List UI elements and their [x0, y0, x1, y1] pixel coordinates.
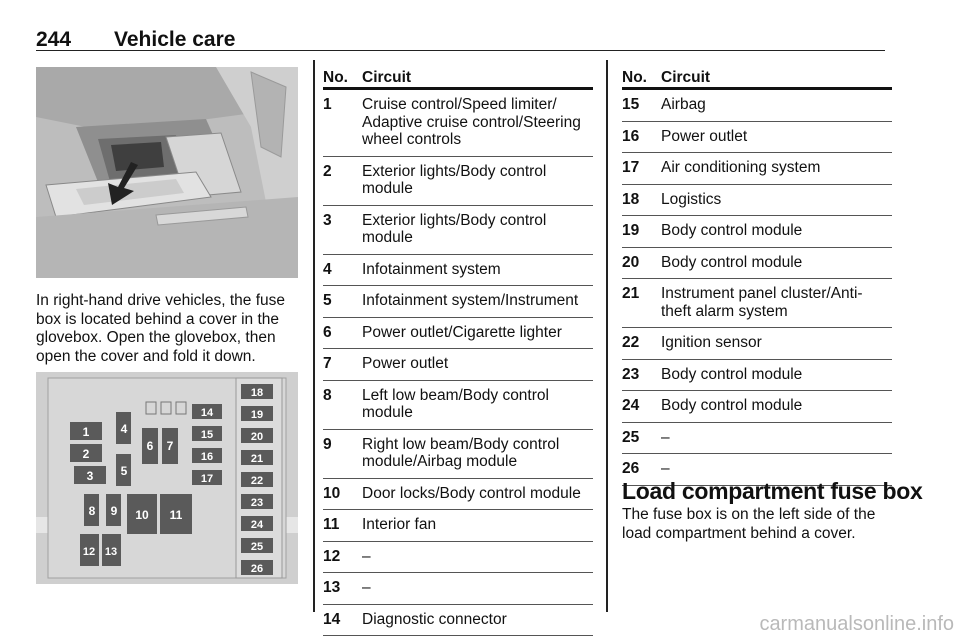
svg-text:3: 3 [86, 469, 94, 483]
svg-text:15: 15 [200, 429, 214, 441]
fuse-number: 16 [622, 127, 640, 145]
fuse-26 [241, 560, 273, 575]
table-row [323, 573, 593, 605]
fuse-1 [70, 422, 102, 440]
fuse-20 [241, 428, 273, 443]
fuse-15 [192, 426, 222, 441]
table-row [323, 349, 593, 381]
circuit-description: Diagnostic connector [362, 610, 507, 628]
fuse-number: 6 [323, 323, 332, 341]
fuse-number: 26 [622, 460, 640, 477]
svg-text:14: 14 [200, 407, 214, 419]
circuit-description: Power outlet/Cigarette lighter [362, 323, 562, 341]
svg-text:5: 5 [120, 464, 128, 478]
fuse-12 [80, 534, 99, 566]
circuit-description: Cruise control/Speed limiter/ Adaptive cruise control/Steering wheel controls [362, 96, 581, 148]
fuse-number: 5 [323, 292, 332, 309]
svg-text:23: 23 [250, 497, 264, 509]
fuse-number: 21 [622, 285, 640, 302]
svg-text:9: 9 [110, 504, 118, 518]
table-row [622, 248, 892, 280]
circuit-description: Left low beam/Body control module [362, 386, 549, 421]
svg-text:8: 8 [88, 504, 96, 518]
circuit-description: Exterior lights/Body control module [362, 211, 547, 246]
table-row [323, 255, 593, 287]
table-rows [323, 90, 593, 636]
svg-text:11: 11 [169, 508, 183, 522]
fuse-number: 10 [323, 484, 341, 502]
svg-text:4: 4 [120, 422, 128, 436]
glovebox-illustration [36, 67, 298, 278]
fuse-number: 9 [323, 435, 332, 453]
table-row [622, 328, 892, 360]
svg-text:22: 22 [250, 475, 264, 487]
page-number: 244 [36, 28, 72, 51]
fuse-24 [241, 516, 273, 531]
fuse-9 [106, 494, 121, 526]
table-row [622, 90, 892, 122]
circuit-description: Power outlet [362, 355, 449, 372]
no-header: No. [323, 69, 348, 86]
svg-text:19: 19 [250, 409, 264, 421]
fuse-number: 2 [323, 162, 332, 180]
circuit-description: Body control module [661, 253, 803, 271]
table-row [323, 381, 593, 430]
table-rows [622, 90, 892, 486]
circuit-description: Power outlet [661, 127, 748, 145]
table-row [323, 206, 593, 255]
table-row [323, 286, 593, 318]
fuse-18 [241, 384, 273, 399]
table-row [622, 279, 892, 328]
svg-text:7: 7 [166, 439, 174, 453]
fuse-17 [192, 470, 222, 485]
load-compartment-text: The fuse box is on the left side of the load compartment behind a cover. [622, 506, 876, 542]
fuse-number: 20 [622, 253, 640, 271]
circuit-description: – [362, 547, 371, 565]
svg-text:1: 1 [82, 425, 90, 439]
circuit-description: Ignition sensor [661, 334, 762, 351]
circuit-description: Logistics [661, 190, 722, 208]
table-row [622, 185, 892, 217]
svg-text:16: 16 [200, 451, 214, 463]
table-row [323, 479, 593, 511]
fuse-number: 12 [323, 547, 341, 565]
circuit-description: Infotainment system [362, 260, 501, 278]
fuse-22 [241, 472, 273, 487]
circuit-description: – [661, 428, 670, 446]
circuit-description: Body control module [661, 397, 803, 414]
svg-text:25: 25 [250, 541, 264, 553]
circuit-header: Circuit [362, 69, 412, 86]
fuse-4 [116, 412, 131, 444]
table-row [622, 216, 892, 248]
fuse-2 [70, 444, 102, 462]
fuse-16 [192, 448, 222, 463]
circuit-description: Interior fan [362, 516, 437, 533]
fuse-19 [241, 406, 273, 421]
load-compartment-heading: Load compartment fuse box [622, 478, 923, 504]
table-row [323, 90, 593, 157]
fuse-number: 8 [323, 386, 332, 404]
fuse-10 [127, 494, 157, 534]
watermark: carmanualsonline.info [759, 613, 954, 635]
table-header [323, 66, 593, 90]
fuse-number: 22 [622, 334, 640, 351]
fuse-table-2 [622, 66, 892, 486]
circuit-description: Airbag [661, 96, 706, 113]
circuit-description: Body control module [661, 222, 803, 239]
svg-text:26: 26 [250, 563, 264, 575]
table-row [323, 605, 593, 637]
circuit-description: Exterior lights/Body control module [362, 162, 547, 197]
circuit-header: Circuit [661, 69, 711, 86]
table-row [622, 360, 892, 392]
table-row [323, 430, 593, 479]
fuse-8 [84, 494, 99, 526]
table-row [323, 318, 593, 350]
column-divider-1 [313, 60, 315, 612]
svg-text:6: 6 [146, 439, 154, 453]
fuse-number: 25 [622, 428, 640, 446]
no-header: No. [622, 69, 647, 86]
section-title: Vehicle care [114, 28, 236, 51]
svg-text:18: 18 [250, 387, 264, 399]
svg-text:12: 12 [82, 546, 96, 558]
table-row [622, 153, 892, 185]
fuse-number: 3 [323, 211, 332, 229]
table-row [323, 542, 593, 574]
circuit-description: Instrument panel cluster/Anti- theft alarm system [661, 285, 863, 320]
table-row [622, 423, 892, 455]
svg-text:13: 13 [104, 546, 118, 558]
circuit-description: Right low beam/Body control module/Airbag module [362, 435, 560, 470]
page-header [36, 26, 885, 51]
fuse-number: 1 [323, 96, 332, 113]
intro-paragraph: In right-hand drive vehicles, the fuse box is located behind a cover in the glovebox. Open the glovebox, then open the cover and fold it down. [36, 292, 285, 365]
fuse-number: 13 [323, 579, 341, 596]
table-row [323, 510, 593, 542]
fuse-6 [142, 428, 158, 464]
fuse-number: 19 [622, 222, 640, 239]
circuit-description: Body control module [661, 365, 803, 383]
table-row [622, 391, 892, 423]
fuse-number: 14 [323, 610, 341, 628]
fuse-number: 17 [622, 159, 640, 176]
circuit-description: Infotainment system/Instrument [362, 292, 579, 309]
fuse-25 [241, 538, 273, 553]
svg-text:17: 17 [200, 473, 214, 485]
fuse-3 [74, 466, 106, 484]
fuse-21 [241, 450, 273, 465]
column-divider-2 [606, 60, 608, 612]
fuse-5 [116, 454, 131, 486]
svg-text:20: 20 [250, 431, 264, 443]
fuse-11 [160, 494, 192, 534]
fuse-7 [162, 428, 178, 464]
svg-text:10: 10 [135, 508, 149, 522]
circuit-description: – [661, 460, 670, 477]
svg-text:24: 24 [250, 519, 264, 531]
fuse-number: 15 [622, 96, 640, 113]
circuit-description: Door locks/Body control module [362, 484, 581, 502]
circuit-description: Air conditioning system [661, 159, 821, 176]
fuse-number: 24 [622, 397, 640, 414]
fuse-number: 23 [622, 365, 640, 383]
table-header [622, 66, 892, 90]
fuse-table-1 [323, 66, 593, 636]
fuse-number: 18 [622, 190, 640, 208]
svg-text:21: 21 [250, 453, 264, 465]
fuse-number: 11 [323, 516, 340, 533]
table-row [323, 157, 593, 206]
fuse-box-diagram [36, 372, 298, 584]
fuse-number: 7 [323, 355, 332, 372]
circuit-description: – [362, 579, 371, 596]
table-row [622, 122, 892, 154]
fuse-number: 4 [323, 260, 332, 278]
fuse-14 [192, 404, 222, 419]
fuse-13 [102, 534, 121, 566]
fuse-23 [241, 494, 273, 509]
svg-text:2: 2 [82, 447, 90, 461]
